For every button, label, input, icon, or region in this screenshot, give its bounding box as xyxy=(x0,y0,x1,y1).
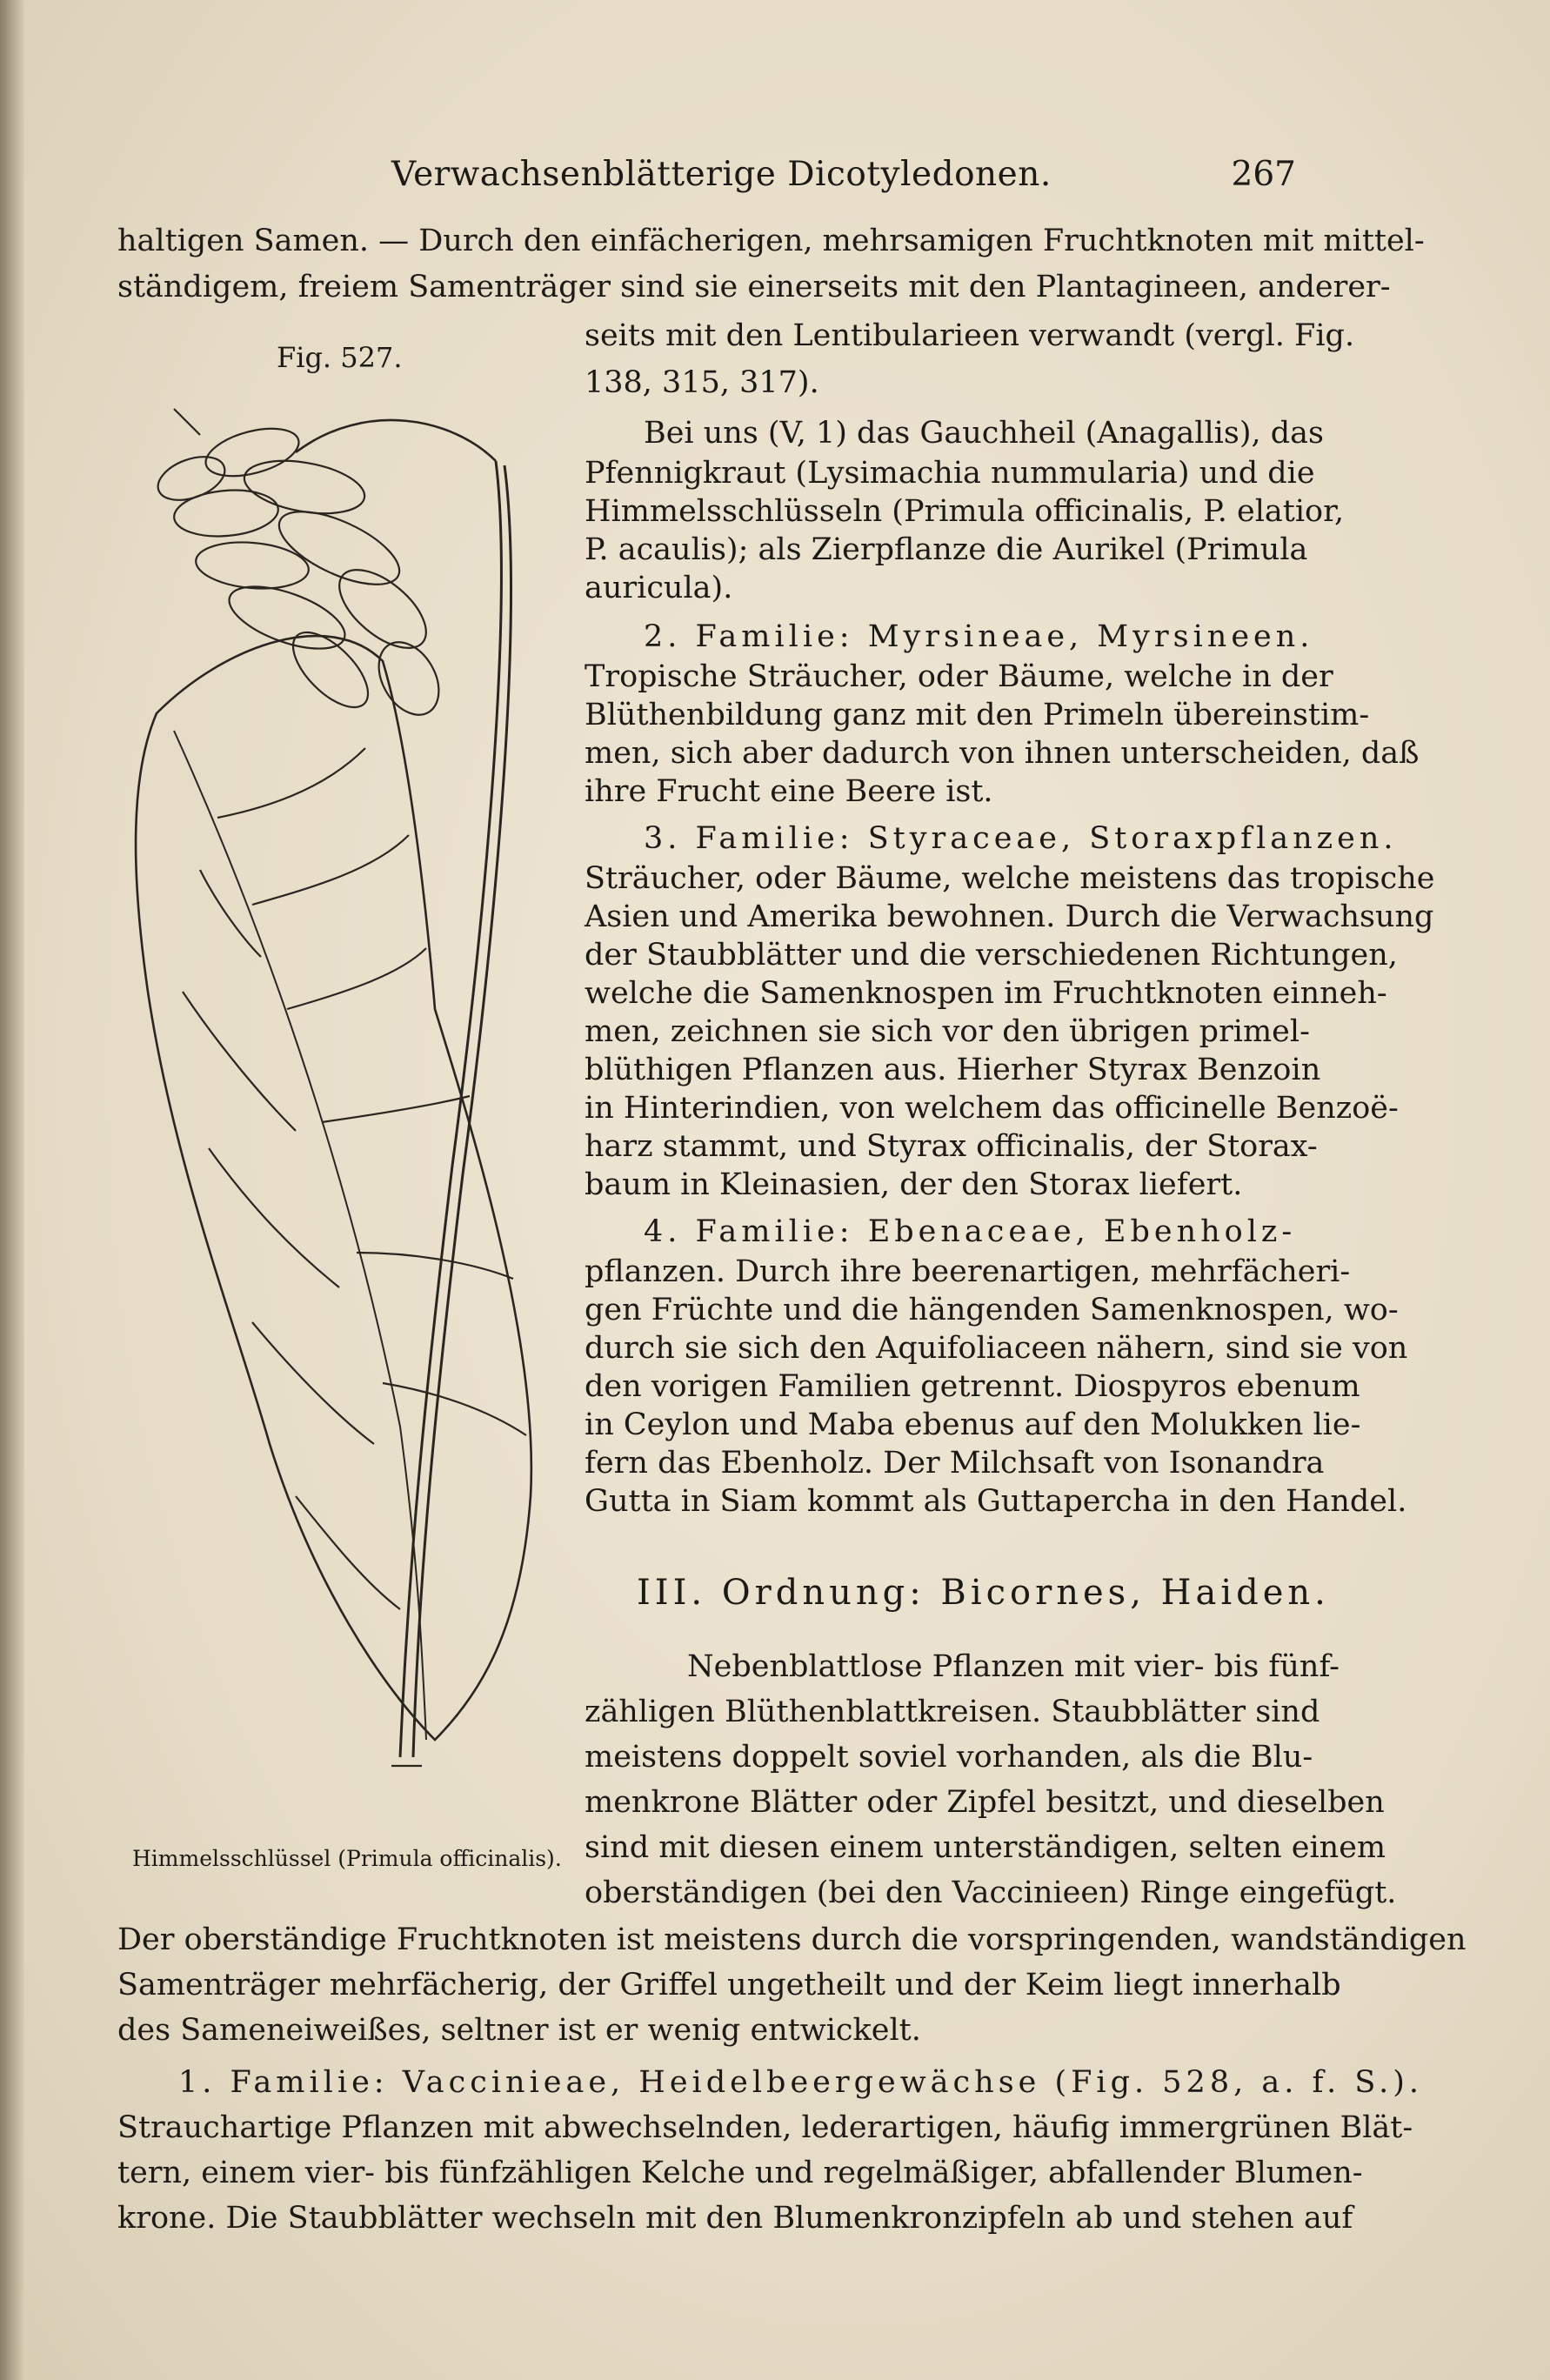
text-line: pflanzen. Durch ihre beerenartigen, mehrfächeri- xyxy=(585,1254,1351,1289)
text-line: Himmelsschlüsseln (Primula officinalis, P. elatior, xyxy=(585,494,1345,529)
text-line: P. acaulis); als Zierpflanze die Aurikel (Primula xyxy=(585,532,1308,567)
text-line: meistens doppelt soviel vorhanden, als die Blu- xyxy=(585,1740,1313,1775)
family-heading: 4. Familie: Ebenaceae, Ebenholz- xyxy=(644,1214,1297,1249)
text-line: welche die Samenknospen im Fruchtknoten einneh- xyxy=(585,976,1387,1011)
text-line: Gutta in Siam kommt als Guttapercha in den Handel. xyxy=(585,1484,1407,1519)
text-line: oberständigen (bei den Vaccinieen) Ringe eingefügt. xyxy=(585,1875,1397,1910)
text-line: den vorigen Familien getrennt. Diospyros ebenum xyxy=(585,1369,1360,1404)
text-line: ihre Frucht eine Beere ist. xyxy=(585,774,993,809)
text-line: blüthigen Pflanzen aus. Hierher Styrax Benzoin xyxy=(585,1053,1321,1087)
text-line: auricula). xyxy=(585,571,733,605)
primula-illustration xyxy=(122,383,591,1827)
text-line: 138, 315, 317). xyxy=(585,365,819,400)
section-heading: III. Ordnung: Bicornes, Haiden. xyxy=(637,1573,1330,1613)
running-title: Verwachsenblätterige Dicotyledonen. xyxy=(391,155,1052,194)
text-line: Sträucher, oder Bäume, welche meistens das tropische xyxy=(585,861,1435,896)
text-line: Bei uns (V, 1) das Gauchheil (Anagallis), das xyxy=(644,416,1324,451)
text-line: menkrone Blätter oder Zipfel besitzt, und dieselben xyxy=(585,1785,1385,1820)
family-heading: 2. Familie: Myrsineae, Myrsineen. xyxy=(644,619,1314,654)
text-line: Nebenblattlose Pflanzen mit vier- bis fünf- xyxy=(687,1649,1340,1684)
text-line: haltigen Samen. — Durch den einfächerigen, mehrsamigen Fruchtknoten mit mittel- xyxy=(117,224,1425,258)
text-line: Pfennigkraut (Lysimachia nummularia) und die xyxy=(585,456,1315,491)
page-number: 267 xyxy=(1231,155,1296,194)
text-line: harz stammt, und Styrax officinalis, der Storax- xyxy=(585,1129,1318,1164)
text-line: Strauchartige Pflanzen mit abwechselnden, lederartigen, häufig immergrünen Blät- xyxy=(117,2110,1413,2145)
text-line: Samenträger mehrfächerig, der Griffel ungetheilt und der Keim liegt innerhalb xyxy=(117,1968,1341,2002)
text-line: Blüthenbildung ganz mit den Primeln übereinstim- xyxy=(585,698,1370,732)
figure-label: Fig. 527. xyxy=(277,341,403,374)
family-heading: 3. Familie: Styraceae, Storaxpflanzen. xyxy=(644,821,1398,856)
text-line: fern das Ebenholz. Der Milchsaft von Isonandra xyxy=(585,1446,1325,1481)
text-line: gen Früchte und die hängenden Samenknospen, wo- xyxy=(585,1293,1399,1327)
text-line: zähligen Blüthenblattkreisen. Staubblätter sind xyxy=(585,1695,1320,1729)
text-line: in Hinterindien, von welchem das officinelle Benzoë- xyxy=(585,1091,1399,1126)
text-line: Tropische Sträucher, oder Bäume, welche in der xyxy=(585,659,1333,694)
text-line: in Ceylon und Maba ebenus auf den Molukken lie- xyxy=(585,1407,1361,1442)
text-line: des Sameneiweißes, seltner ist er wenig entwickelt. xyxy=(117,2013,921,2048)
text-line: ständigem, freiem Samenträger sind sie einerseits mit den Plantagineen, anderer- xyxy=(117,270,1391,304)
text-line: durch sie sich den Aquifoliaceen nähern, sind sie von xyxy=(585,1331,1408,1366)
page-edge-shadow xyxy=(0,0,24,2380)
text-line: Asien und Amerika bewohnen. Durch die Verwachsung xyxy=(585,899,1434,934)
text-line: men, sich aber dadurch von ihnen unterscheiden, daß xyxy=(585,736,1420,771)
text-line: tern, einem vier- bis fünfzähligen Kelche und regelmäßiger, abfallender Blumen- xyxy=(117,2156,1363,2190)
page-header xyxy=(391,155,1296,207)
text-line: seits mit den Lentibularieen verwandt (vergl. Fig. xyxy=(585,318,1355,353)
figure-caption: Himmelsschlüssel (Primula officinalis). xyxy=(132,1846,562,1871)
text-line: krone. Die Staubblätter wechseln mit den Blumenkronzipfeln ab und stehen auf xyxy=(117,2201,1353,2236)
family-heading: 1. Familie: Vaccinieae, Heidelbeergewächse (Fig. 528, a. f. S.). xyxy=(178,2065,1424,2100)
text-line: der Staubblätter und die verschiedenen Richtungen, xyxy=(585,938,1398,973)
text-line: men, zeichnen sie sich vor den übrigen primel- xyxy=(585,1014,1310,1049)
text-line: Der oberständige Fruchtknoten ist meistens durch die vorspringenden, wandständigen xyxy=(117,1922,1466,1957)
text-line: sind mit diesen einem unterständigen, selten einem xyxy=(585,1830,1386,1865)
text-line: baum in Kleinasien, der den Storax liefert. xyxy=(585,1167,1243,1202)
